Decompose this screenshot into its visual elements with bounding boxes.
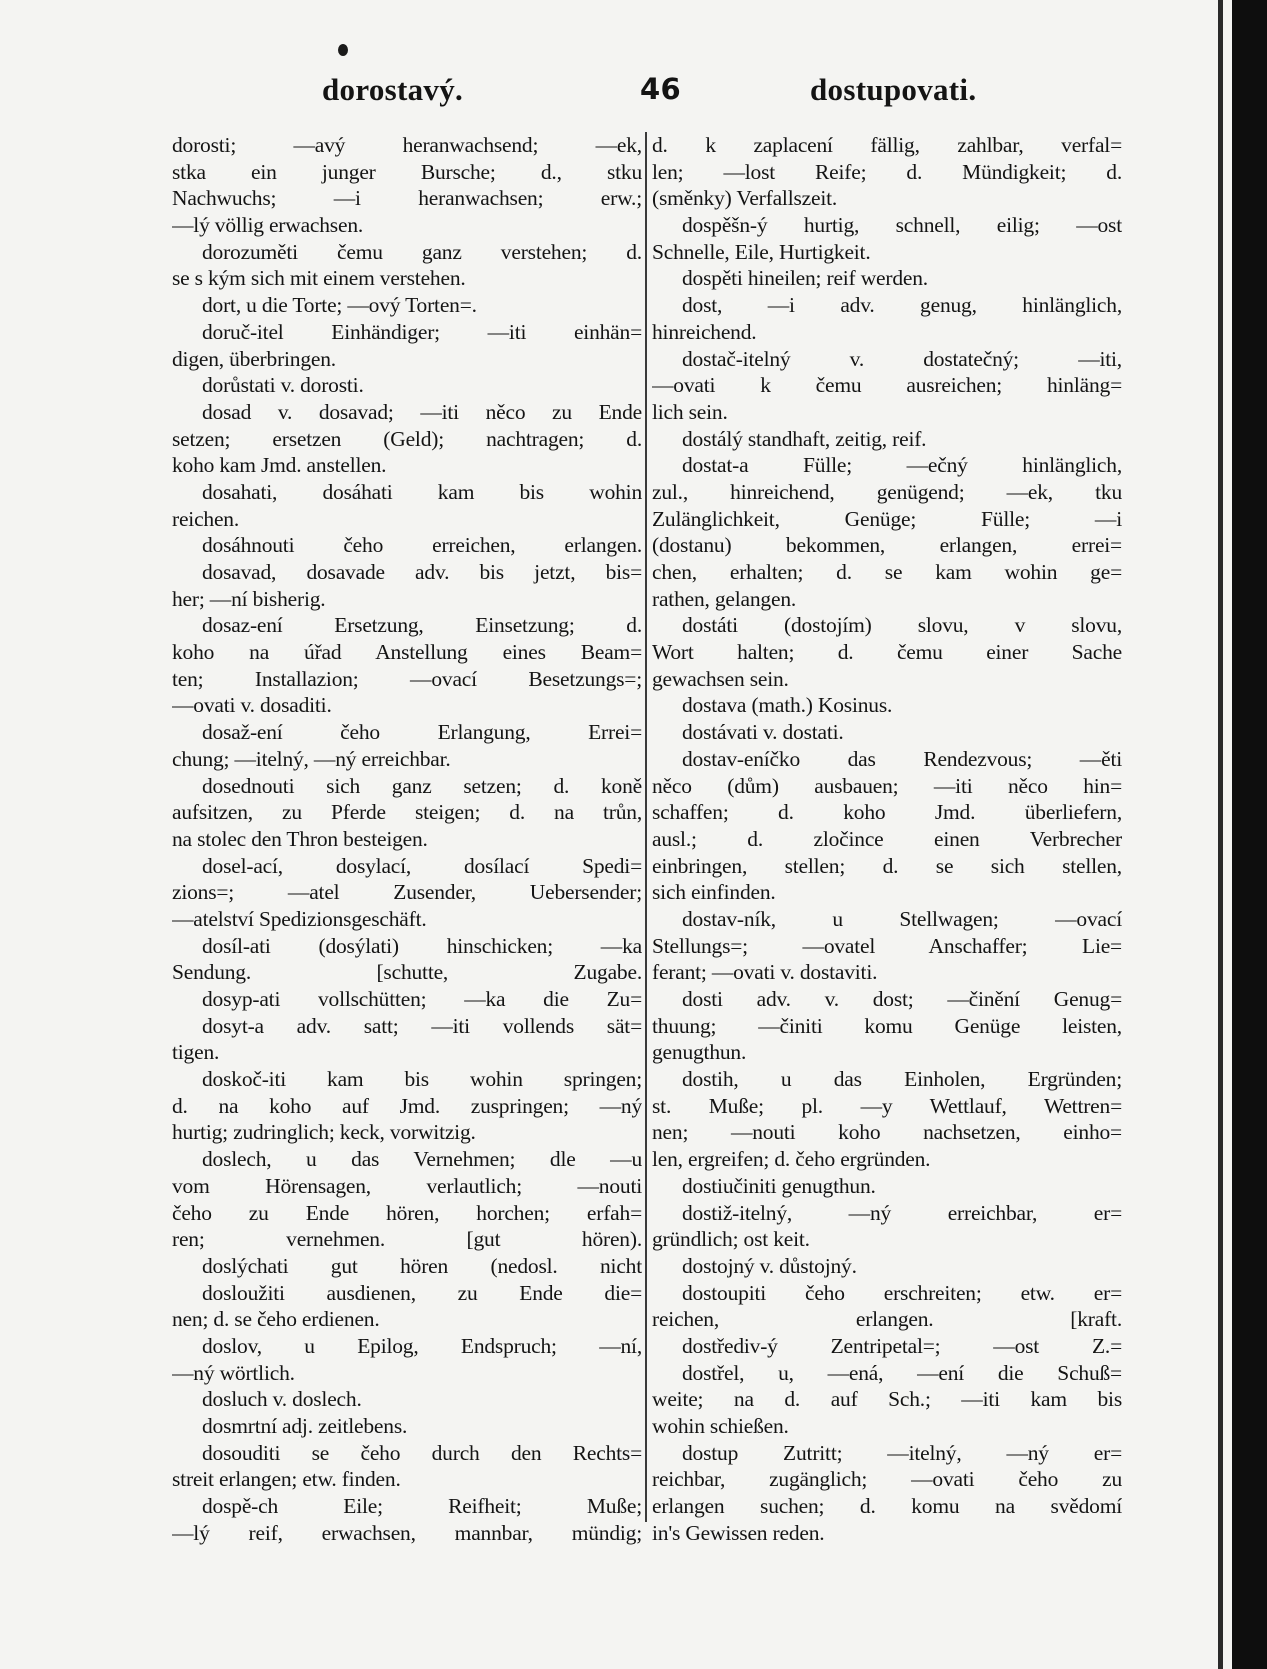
entry-line: aufsitzen, zu Pferde steigen; d. na trůn, [172, 800, 642, 825]
entry-line: chen, erhalten; d. se kam wohin ge= [652, 560, 1122, 584]
entry-line: erlangen suchen; d. komu na svědomí [652, 1494, 1122, 1519]
entry-line: dostih, u das Einholen, Ergründen; [682, 1067, 1122, 1092]
entry-line: dorůstati v. dorosti. [202, 373, 364, 398]
header-left-word: dorostavý. [322, 72, 464, 107]
entry-line: dost, —i adv. genug, hinlänglich, [682, 293, 1122, 318]
entry-line: dosyt-a adv. satt; —iti vollends sät= [202, 1013, 642, 1038]
entry-line: dostřediv-ý Zentripetal=; —ost Z.= [682, 1333, 1122, 1358]
entry-line: něco (dům) ausbauen; —iti něco hin= [652, 773, 1122, 798]
page-edge [1218, 0, 1223, 1669]
entry-line: dostáti (dostojím) slovu, v slovu, [682, 613, 1122, 638]
entry-line: d. k zaplacení fällig, zahlbar, verfal= [652, 133, 1122, 157]
entry-line: len; —lost Reife; d. Mündigkeit; d. [652, 159, 1122, 184]
entry-line: —lý reif, erwachsen, mannbar, mündig; [172, 1520, 642, 1545]
entry-line: lich sein. [652, 399, 728, 424]
entry-line: doruč-itel Einhändiger; —iti einhän= [202, 319, 642, 344]
entry-line: dosaž-ení čeho Erlangung, Errei= [202, 720, 642, 745]
entry-line: hinreichend. [652, 319, 757, 344]
entry-line: reichbar, zugänglich; —ovati čeho zu [652, 1467, 1122, 1492]
entry-line: dostojný v. důstojný. [682, 1253, 857, 1278]
entry-line: dospěti hineilen; reif werden. [682, 266, 928, 291]
entry-line: (dostanu) bekommen, erlangen, errei= [652, 533, 1122, 558]
entry-line: —atelství Spedizionsgeschäft. [172, 906, 427, 931]
entry-line: sich einfinden. [652, 880, 776, 905]
entry-line: dosáhnouti čeho erreichen, erlangen. [202, 533, 642, 558]
entry-line: dosmrtní adj. zeitlebens. [202, 1414, 408, 1438]
right-column [652, 132, 1122, 1546]
entry-line: dosavad, dosavade adv. bis jetzt, bis= [202, 560, 642, 584]
entry-line: wohin schießen. [652, 1414, 789, 1438]
entry-line: ausl.; d. zločince einen Verbrecher [652, 826, 1122, 851]
entry-line: dostup Zutritt; —itelný, —ný er= [682, 1440, 1122, 1465]
entry-line: st. Muße; pl. —y Wettlauf, Wettren= [652, 1093, 1122, 1118]
entry-line: dostava (math.) Kosinus. [682, 693, 893, 718]
entry-line: doslech, u das Vernehmen; dle —u [202, 1147, 642, 1172]
entry-line: dostač-itelný v. dostatečný; —iti, [682, 346, 1122, 371]
entry-line: (směnky) Verfallszeit. [652, 186, 838, 211]
entry-line: dosloužiti ausdienen, zu Ende die= [202, 1280, 642, 1305]
entry-line: dosel-ací, dosylací, dosílací Spedi= [202, 853, 642, 878]
entry-line: dosti adv. v. dost; —činění Genug= [682, 987, 1122, 1011]
entry-line: dostat-a Fülle; —ečný hinlänglich, [682, 453, 1122, 478]
entry-line: hurtig; zudringlich; keck, vorwitzig. [172, 1120, 476, 1145]
entry-line: thuung; —činiti komu Genüge leisten, [652, 1013, 1122, 1038]
entry-line: koho kam Jmd. anstellen. [172, 453, 387, 478]
entry-line: —ovati k čemu ausreichen; hinläng= [652, 373, 1122, 398]
entry-line: weite; na d. auf Sch.; —iti kam bis [652, 1387, 1122, 1412]
entry-line: tigen. [172, 1040, 220, 1065]
entry-line: doslov, u Epilog, Endspruch; —ní, [202, 1333, 642, 1358]
entry-line: dostálý standhaft, zeitig, reif. [682, 426, 927, 451]
entry-line: Zulänglichkeit, Genüge; Fülle; —i [652, 506, 1122, 531]
entry-line: ten; Installazion; —ovací Besetzungs=; [172, 666, 642, 691]
entry-line: doslýchati gut hören (nedosl. nicht [202, 1253, 642, 1278]
entry-line: rathen, gelangen. [652, 586, 797, 611]
entry-line: gewachsen sein. [652, 666, 789, 691]
entry-line: in's Gewissen reden. [652, 1520, 825, 1545]
entry-line: streit erlangen; etw. finden. [172, 1467, 401, 1492]
entry-line: einbringen, stellen; d. se sich stellen, [652, 853, 1122, 878]
entry-line: čeho zu Ende hören, horchen; erfah= [172, 1200, 642, 1225]
page-header [170, 72, 1070, 122]
entry-line: reichen. [172, 506, 240, 531]
ink-dot [338, 44, 348, 56]
entry-line: schaffen; d. koho Jmd. überliefern, [652, 800, 1122, 825]
entry-line: dostav-ník, u Stellwagen; —ovací [682, 906, 1122, 931]
entry-line: dosluch v. doslech. [202, 1387, 362, 1412]
page-number: 46 [640, 72, 681, 106]
entry-line: zul., hinreichend, genügend; —ek, tku [652, 479, 1122, 504]
entry-line: dostávati v. dostati. [682, 720, 844, 745]
entry-line: dosouditi se čeho durch den Rechts= [202, 1440, 642, 1465]
entry-line: dospěšn-ý hurtig, schnell, eilig; —ost [682, 213, 1122, 238]
entry-line: —ovati v. dosaditi. [172, 693, 332, 718]
entry-line: Wort halten; d. čemu einer Sache [652, 640, 1122, 665]
entry-line: vom Hörensagen, verlautlich; —nouti [172, 1173, 642, 1198]
entry-line: doskoč-iti kam bis wohin springen; [202, 1067, 642, 1092]
entry-line: dostiž-itelný, —ný erreichbar, er= [682, 1200, 1122, 1225]
entry-line: dostav-eníčko das Rendezvous; —ěti [682, 746, 1122, 771]
entry-line: gründlich; ost keit. [652, 1227, 810, 1252]
entry-line: dosednouti sich ganz setzen; d. koně [202, 773, 642, 798]
entry-line: nen; —nouti koho nachsetzen, einho= [652, 1120, 1122, 1145]
entry-line: zions=; —atel Zusender, Uebersender; [172, 880, 642, 905]
entry-line: ren; vernehmen. [gut hören). [172, 1227, 642, 1252]
entry-line: Stellungs=; —ovatel Anschaffer; Lie= [652, 933, 1122, 958]
entry-line: dosad v. dosavad; —iti něco zu Ende [202, 399, 642, 424]
entry-line: Schnelle, Eile, Hurtigkeit. [652, 239, 871, 264]
entry-line: her; —ní bisherig. [172, 586, 326, 611]
entry-line: se s kým sich mit einem verstehen. [172, 266, 466, 291]
entry-line: ferant; —ovati v. dostaviti. [652, 960, 878, 985]
entry-line: dostřel, u, —ená, —ení die Schuß= [682, 1360, 1122, 1385]
header-right-word: dostupovati. [810, 72, 977, 107]
entry-line: dostiučiniti genugthun. [682, 1173, 876, 1198]
entry-line: dosíl-ati (dosýlati) hinschicken; —ka [202, 933, 642, 958]
entry-line: chung; —itelný, —ný erreichbar. [172, 746, 451, 771]
entry-line: Sendung. [schutte, Zugabe. [172, 960, 642, 985]
entry-line: stka ein junger Bursche; d., stku [172, 159, 642, 184]
entry-line: dospě-ch Eile; Reifheit; Muße; [202, 1494, 642, 1519]
entry-line: d. na koho auf Jmd. zuspringen; —ný [172, 1093, 642, 1118]
entry-line: nen; d. se čeho erdienen. [172, 1307, 380, 1332]
entry-line: digen, überbringen. [172, 346, 336, 371]
entry-line: —ný wörtlich. [172, 1360, 295, 1385]
left-column [172, 132, 642, 1546]
entry-line: Nachwuchs; —i heranwachsen; erw.; [172, 186, 642, 211]
entry-line: reichen, erlangen. [kraft. [652, 1307, 1122, 1332]
entry-line: dorozuměti čemu ganz verstehen; d. [202, 239, 642, 264]
column-divider [645, 132, 647, 1522]
entry-line: genugthun. [652, 1040, 747, 1065]
entry-line: dosaz-ení Ersetzung, Einsetzung; d. [202, 613, 642, 638]
scan-border [1232, 0, 1267, 1669]
entry-line: dosyp-ati vollschütten; —ka die Zu= [202, 987, 642, 1011]
entry-line: dostoupiti čeho erschreiten; etw. er= [682, 1280, 1122, 1305]
entry-line: na stolec den Thron besteigen. [172, 826, 428, 851]
entry-line: setzen; ersetzen (Geld); nachtragen; d. [172, 426, 642, 451]
entry-line: koho na úřad Anstellung eines Beam= [172, 640, 642, 665]
entry-line: dort, u die Torte; —ový Torten=. [202, 293, 477, 318]
entry-line: dosahati, dosáhati kam bis wohin [202, 479, 642, 504]
entry-line: dorosti; —avý heranwachsend; —ek, [172, 133, 642, 157]
entry-line: —lý völlig erwachsen. [172, 213, 364, 238]
entry-line: len, ergreifen; d. čeho ergründen. [652, 1147, 931, 1172]
